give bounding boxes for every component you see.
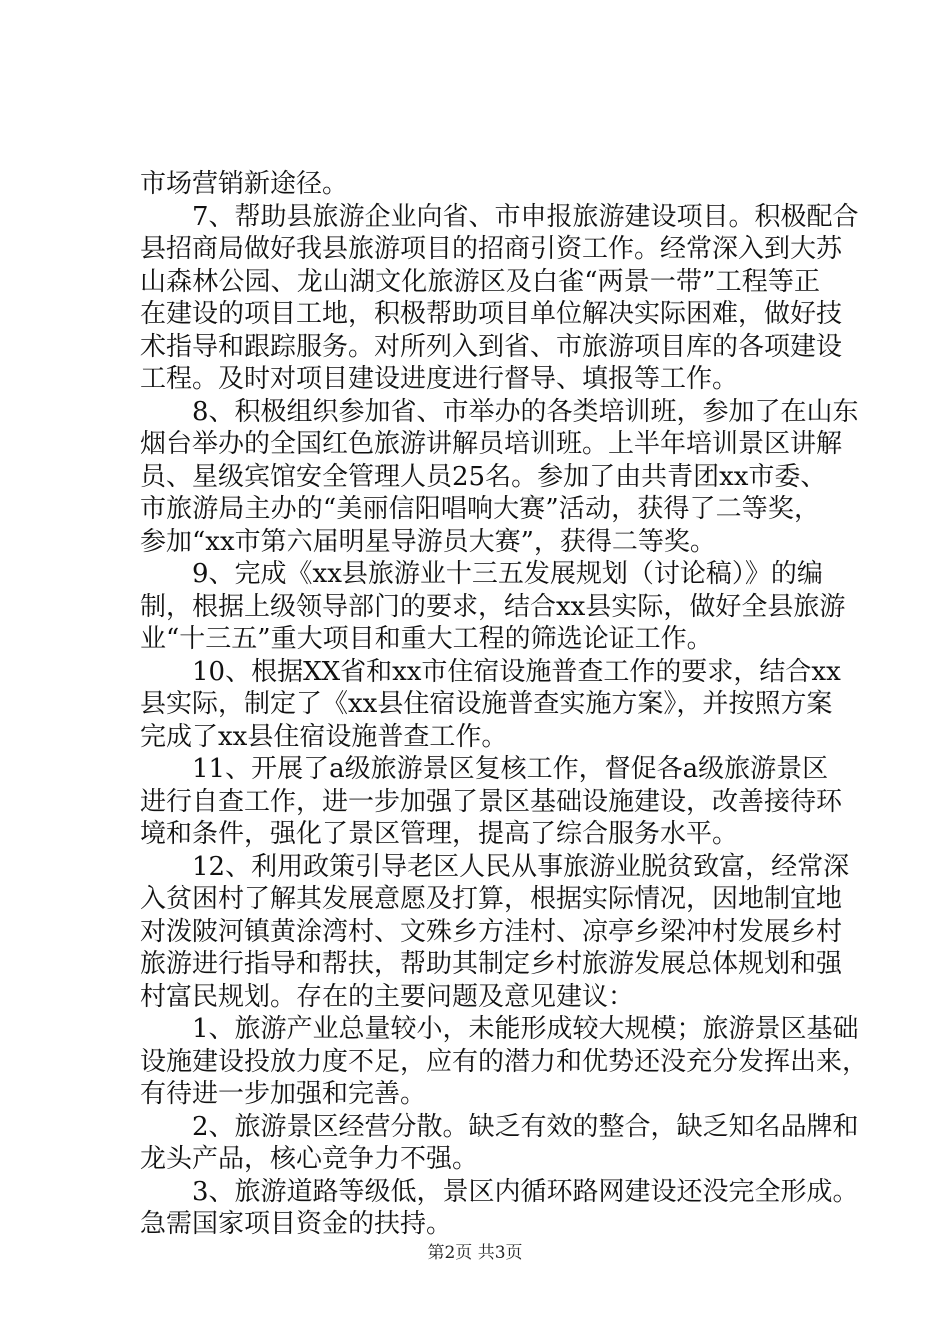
text-line: 7、帮助县旅游企业向省、市申报旅游建设项目。积极配合 xyxy=(192,201,859,232)
text-line: 8、积极组织参加省、市举办的各类培训班，参加了在山东 xyxy=(192,396,859,427)
text-line: 员、星级宾馆安全管理人员25名。参加了由共青团xx市委、 xyxy=(140,461,827,492)
document-body xyxy=(140,168,869,1241)
text-line: 11、开展了a级旅游景区复核工作，督促各a级旅游景区 xyxy=(192,754,829,784)
text-line: 在建设的项目工地，积极帮助项目单位解决实际困难，做好技 xyxy=(140,299,843,329)
text-line: 业“十三五”重大项目和重大工程的筛选论证工作。 xyxy=(140,624,713,654)
text-line: 县实际，制定了《xx县住宿设施普查实施方案》，并按照方案 xyxy=(140,689,833,719)
text-line: 村富民规划。存在的主要问题及意见建议： xyxy=(140,981,635,1012)
text-line: 市旅游局主办的“美丽信阳唱响大赛”活动，获得了二等奖， xyxy=(140,494,820,524)
text-line: 完成了xx县住宿设施普查工作。 xyxy=(140,721,508,752)
text-line: 龙头产品，核心竞争力不强。 xyxy=(140,1144,479,1174)
page-number-footer: 第2页 共3页 xyxy=(427,1243,523,1263)
text-line: 10、根据XX省和xx市住宿设施普查工作的要求，结合xx xyxy=(192,656,841,687)
text-line: 3、旅游道路等级低，景区内循环路网建设还没完全形成。 xyxy=(192,1176,859,1207)
text-line: 12、利用政策引导老区人民从事旅游业脱贫致富，经常深 xyxy=(192,851,850,882)
text-line: 山森林公园、龙山湖文化旅游区及白雀“两景一带”工程等正 xyxy=(140,266,820,297)
text-line: 烟台举办的全国红色旅游讲解员培训班。上半年培训景区讲解 xyxy=(140,429,843,459)
text-line: 旅游进行指导和帮扶，帮助其制定乡村旅游发展总体规划和强 xyxy=(140,949,843,979)
text-line: 制，根据上级领导部门的要求，结合xx县实际，做好全县旅游 xyxy=(140,591,846,622)
text-line: 工程。及时对项目建设进度进行督导、填报等工作。 xyxy=(140,364,739,394)
text-line: 9、完成《xx县旅游业十三五发展规划（讨论稿）》的编 xyxy=(192,559,823,589)
text-line: 有待进一步加强和完善。 xyxy=(140,1079,427,1109)
text-line: 对泼陂河镇黄涂湾村、文殊乡方洼村、凉亭乡梁冲村发展乡村 xyxy=(140,916,843,947)
text-line: 术指导和跟踪服务。对所列入到省、市旅游项目库的各项建设 xyxy=(140,331,843,362)
text-line: 境和条件，强化了景区管理，提高了综合服务水平。 xyxy=(140,819,739,849)
text-line: 1、旅游产业总量较小，未能形成较大规模；旅游景区基础 xyxy=(192,1014,859,1044)
text-line: 2、旅游景区经营分散。缺乏有效的整合，缺乏知名品牌和 xyxy=(192,1111,859,1142)
text-line: 急需国家项目资金的扶持。 xyxy=(140,1209,453,1239)
text-line: 参加“xx市第六届明星导游员大赛”，获得二等奖。 xyxy=(140,526,716,557)
text-line: 县招商局做好我县旅游项目的招商引资工作。经常深入到大苏 xyxy=(140,234,843,264)
text-line: 进行自查工作，进一步加强了景区基础设施建设，改善接待环 xyxy=(140,786,843,817)
text-line: 设施建设投放力度不足，应有的潜力和优势还没充分发挥出来， xyxy=(140,1046,869,1077)
text-line: 入贫困村了解其发展意愿及打算，根据实际情况，因地制宜地 xyxy=(140,884,843,914)
text-line: 市场营销新途径。 xyxy=(140,169,349,199)
